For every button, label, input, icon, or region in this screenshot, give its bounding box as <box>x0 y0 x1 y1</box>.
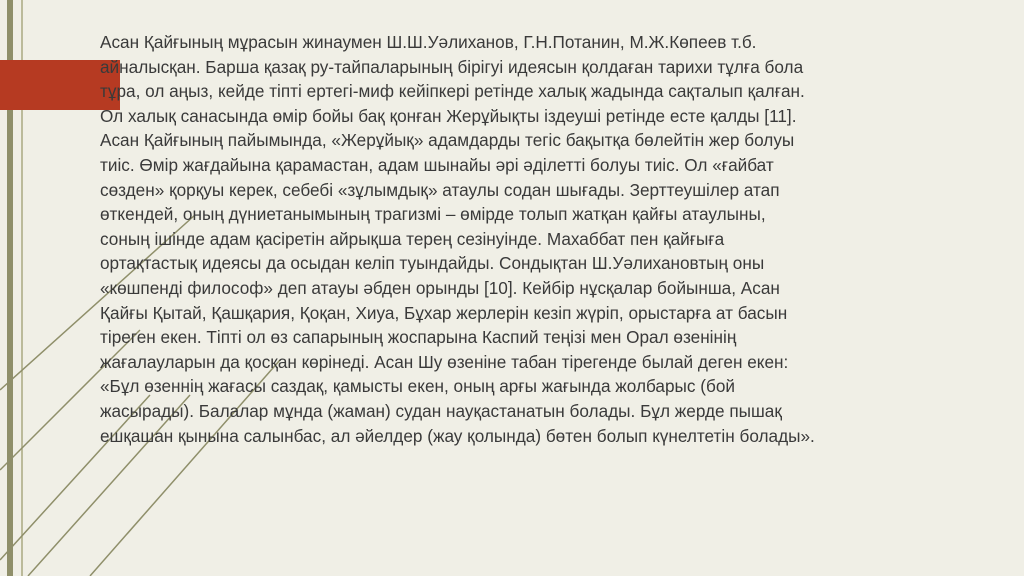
body-text: Асан Қайғының мұрасын жинаумен Ш.Ш.Уәлиханов, Г.Н.Потанин, М.Ж.Көпеев т.б. айналысқан. Барша қазақ ру-тайпаларының бірігуі идеясын қолдаған тарихи тұлға бола тұра, ол аңыз, кейде тіпті ертегі-миф кейіпкері ретінде халық жадында сақталып қалған. Ол халық санасында өмір бойы бақ қонған Жерұйықты іздеуші ретінде есте қалды [11]. Асан Қайғының пайымында, «Жерұйық» адамдарды тегіс бақытқа бөлейтін жер болуы тиіс. Өмір жағдайына қарамастан, адам шынайы әрі әділетті болуы тиіс. Ол «ғайбат сөзден» қорқуы керек, себебі «зұлымдық» атаулы содан шығады. Зерттеушілер атап өткендей, оның дүниетанымының трагизмі – өмірде толып жатқан қайғы атаулыны, соның ішінде адам қасіретін айрықша терең сезінуінде. Махаббат пен қайғыға ортақтастық идеясы да осыдан келіп туындайды. Сондықтан Ш.Уәлихановтың оны «көшпенді философ» деп атауы әбден орынды [10]. Кейбір нұсқалар бойынша, Асан Қайғы Қытай, Қашқария, Қоқан, Хиуа, Бұхар жерлерін кезіп жүріп, орыстарға ат басын тіреген екен. Тіпті ол өз сапарының жоспарына Каспий теңізі мен Орал өзенінің жағалауларын да қосқан көрінеді. Асан Шу өзеніне табан тірегенде былай деген екен: «Бұл өзеннің жағасы саздақ, қамысты екен, оның арғы жағында жолбарыс (бой жасырады). Балалар мұнда (жаман) судан науқастанатын болады. Бұл жерде пышақ ешқашан қынына салынбас, ал әйелдер (жау қолында) бөтен болып күнелтетін болады». <box>100 32 815 446</box>
